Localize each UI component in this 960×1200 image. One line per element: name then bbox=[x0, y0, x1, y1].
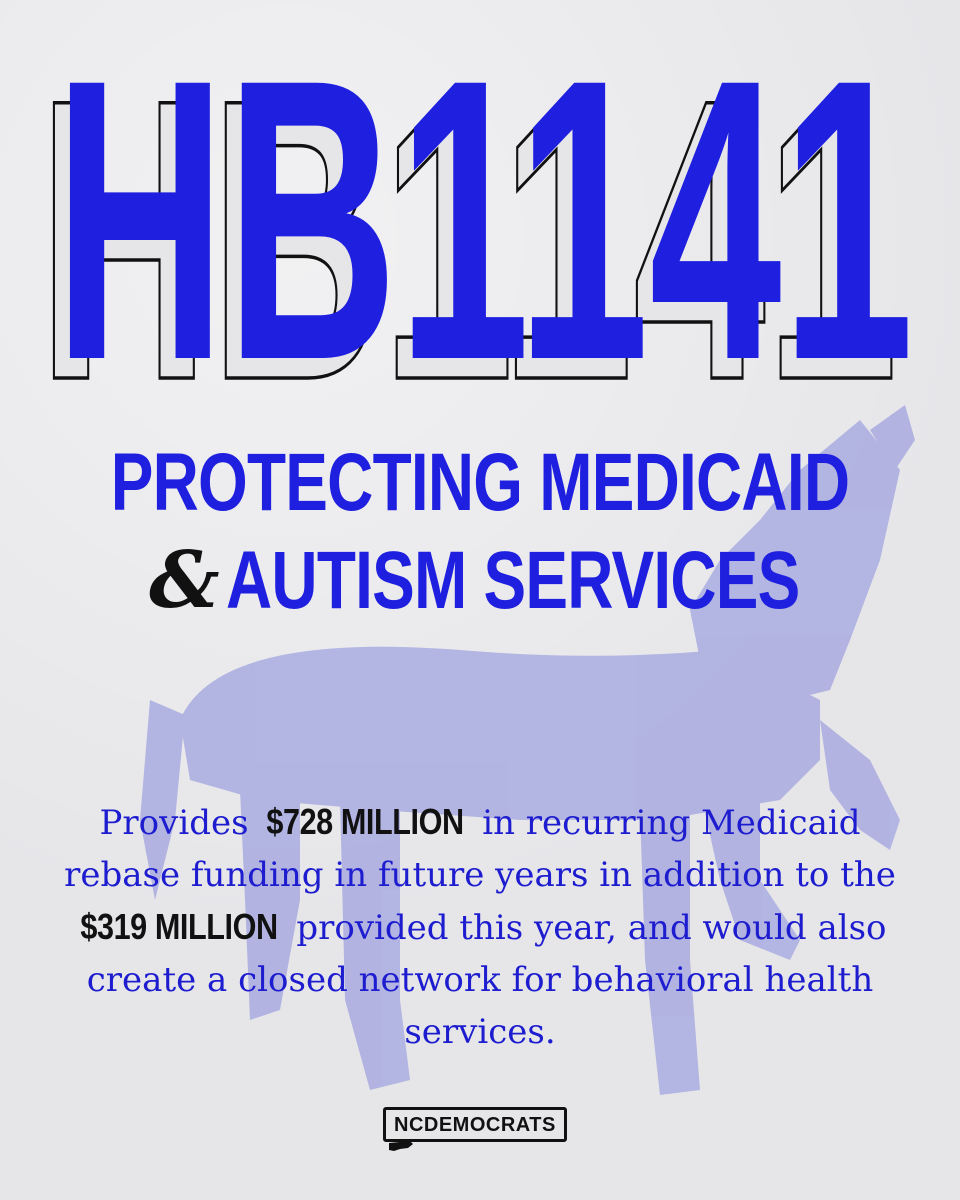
brand-logo: NCDEMOCRATS bbox=[383, 1107, 567, 1142]
body-text-part3: provided this year, and would also create a closed network for behavioral health services. bbox=[86, 908, 887, 1052]
highlight-amount-319: $319 MILLION bbox=[80, 906, 279, 947]
body-text-part2: in recurring Medicaid rebase funding in future years in addition to the bbox=[64, 803, 896, 895]
headline bbox=[0, 40, 960, 400]
headline-text: HB1141 bbox=[54, 40, 914, 400]
subheadline-line1: PROTECTING MEDICAID bbox=[110, 437, 850, 528]
nc-state-icon bbox=[388, 1140, 414, 1152]
headline-outline: HB1141 bbox=[38, 40, 898, 400]
subheadline-line2-row bbox=[0, 536, 960, 626]
highlight-amount-728: $728 MILLION bbox=[266, 801, 465, 842]
body-copy bbox=[60, 796, 900, 1058]
subheadline-line2: AUTISM SERVICES bbox=[225, 535, 800, 626]
ampersand: & bbox=[149, 535, 220, 626]
body-text-part1: Provides bbox=[99, 803, 260, 843]
